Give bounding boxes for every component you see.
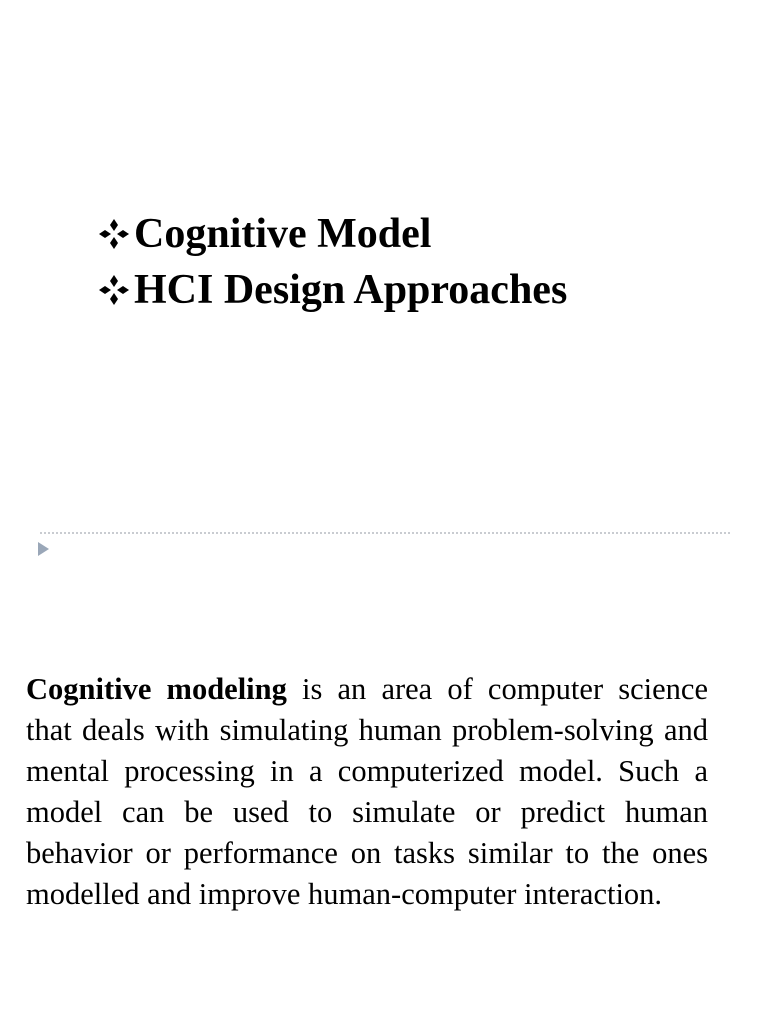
bullet-text: Cognitive Model [134,211,432,257]
body-paragraph [26,669,708,915]
slide-title-block [96,206,736,318]
body-text: is an area of computer science that deals with simulating human problem-solving and mental processing in a computerized model. Such a model can be used to simulate or predict human behavior or performance on tasks similar to the ones modelled and improve human-computer interaction. [26,672,708,911]
bullet-item-cognitive-model [96,206,736,262]
body-lead-term: Cognitive modeling [26,672,287,706]
play-arrow-icon [38,542,49,556]
dotted-divider [40,532,730,534]
diamond-bullet-icon [96,272,132,308]
diamond-bullet-icon [96,216,132,252]
bullet-text: HCI Design Approaches [134,267,568,313]
bullet-item-hci-design-approaches [96,262,736,318]
